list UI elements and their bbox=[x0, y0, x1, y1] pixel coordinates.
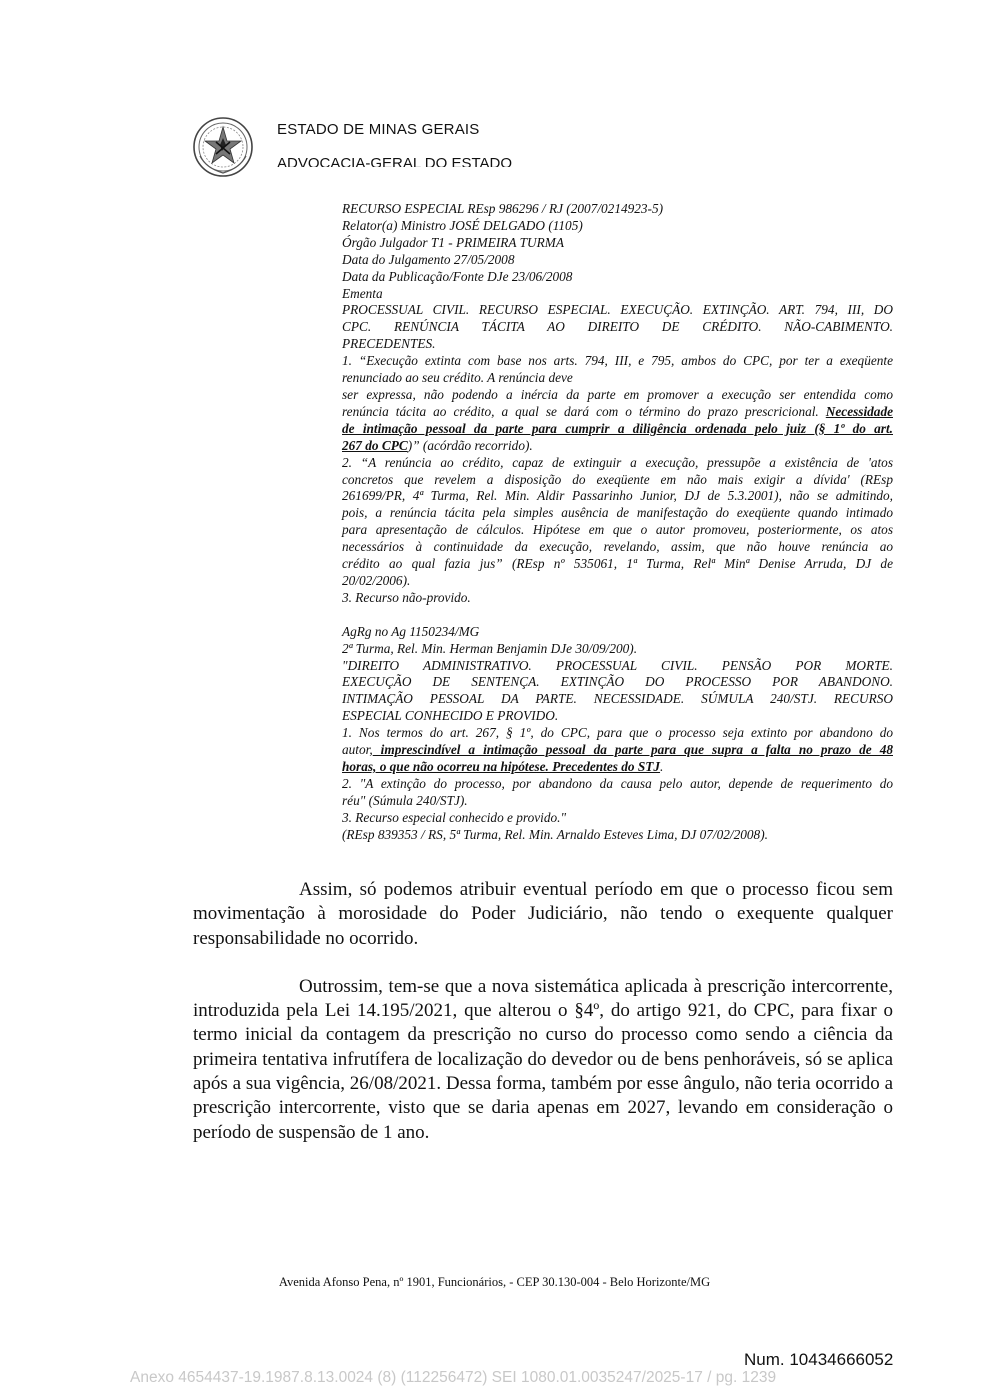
state-coat-of-arms-icon bbox=[192, 116, 254, 178]
paragraph: Outrossim, tem-se que a nova sistemática aplicada à prescrição intercorrente, introduzida pela Lei 14.195/2021, que alterou o §4º, do artigo 921, do CPC, para fixar o termo inicial da contagem da prescrição no curso do processo como sendo a ciência da primeira tentativa infrutífera de localização do devedor ou de bens penhoráveis, só se aplica após a sua vigência, 26/08/2021. Dessa forma, também por esse ângulo, não teria ocorrido a prescrição intercorrente, visto que se daria apenas em 2027, levando em consideração o período de suspensão de 1 ano. bbox=[193, 975, 893, 1143]
agency-name: ADVOCACIA-GERAL DO ESTADO bbox=[277, 155, 513, 167]
quote-line: 3. Recurso especial conhecido e provido." bbox=[342, 809, 567, 825]
quote-line: 2. “A renúncia ao crédito, capaz de extinguir a execução, pressupõe a existência de 'atos bbox=[342, 454, 893, 470]
quote-line: 261699/PR, 4ª Turma, Rel. Min. Aldir Passarinho Junior, DJ de 5.3.2001), não se admitindo, bbox=[342, 488, 893, 504]
quote-line: Data do Julgamento 27/05/2008 bbox=[342, 251, 515, 267]
quote-line: 1. “Execução extinta com base nos arts. 794, III, e 795, ambos do CPC, por ter a exeqüente bbox=[342, 353, 893, 369]
quote-line: 2. "A extinção do processo, por abandono da causa pelo autor, depende de requerimento do bbox=[342, 775, 893, 791]
quote-line: pois, a renúncia tácita pela simples ausência de manifestação do exeqüente quando intimado bbox=[342, 505, 893, 521]
quote-line: PROCESSUAL CIVIL. RECURSO ESPECIAL. EXECUÇÃO. EXTINÇÃO. ART. 794, III, DO bbox=[342, 302, 893, 318]
quote-text: autor, bbox=[342, 742, 373, 758]
quote-line: Relator(a) Ministro JOSÉ DELGADO (1105) bbox=[342, 217, 583, 233]
quote-text: . bbox=[660, 759, 664, 774]
quote-line: 3. Recurso não-provido. bbox=[342, 589, 471, 605]
quote-emphasis: imprescindível a intimação pessoal da parte para que supra a falta no prazo de 48 bbox=[372, 742, 893, 758]
quote-line: necessários à continuidade da execução, revelando, assim, que não houve renúncia ao bbox=[342, 539, 893, 555]
quote-line: CPC. RENÚNCIA TÁCITA AO DIREITO DE CRÉDITO. NÃO-CABIMENTO. bbox=[342, 319, 893, 335]
quote-line: RECURSO ESPECIAL REsp 986296 / RJ (2007/0214923-5) bbox=[342, 201, 664, 216]
quote-line: Data da Publicação/Fonte DJe 23/06/2008 bbox=[342, 268, 573, 284]
quote-text: renúncia tácita ao crédito, a qual se dará com o término do prazo prescricional. bbox=[342, 403, 826, 419]
quote-emphasis: 267 do CPC bbox=[342, 437, 408, 453]
quote-emphasis-line: de intimação pessoal da parte para cumprir a diligência ordenada pelo juiz (§ 1º do art. bbox=[342, 420, 893, 436]
quote-line: ESPECIAL CONHECIDO E PROVIDO. bbox=[342, 708, 559, 724]
quote-line: concretos que revelem a disposição do exeqüente em não mais exigir a dívida' (REsp bbox=[342, 471, 893, 487]
quote-emphasis: Necessidade bbox=[825, 403, 893, 419]
paragraph: Assim, só podemos atribuir eventual período em que o processo ficou sem movimentação à morosidade do Poder Judiciário, não tendo o exequente qualquer responsabilidade no ocorrido. bbox=[193, 879, 893, 949]
quote-line bbox=[342, 742, 893, 759]
quote-line: PRECEDENTES. bbox=[342, 336, 436, 352]
quote-text: )” (acórdão recorrido). bbox=[407, 437, 533, 453]
case-law-citation-block bbox=[342, 201, 893, 844]
quote-emphasis: horas, o que não ocorreu na hipótese. Precedentes do STJ bbox=[342, 759, 661, 774]
annex-stamp: Anexo 4654437-19.1987.8.13.0024 (8) (112256472) SEI 1080.01.0035247/2025-17 / pg. 1239 bbox=[130, 1369, 777, 1386]
main-text bbox=[193, 878, 893, 1145]
quote-line: EXECUÇÃO DE SENTENÇA. EXTINÇÃO DO PROCESSO POR ABANDONO. bbox=[342, 674, 893, 690]
quote-line: ser expressa, não podendo a inércia da parte em promover a execução ser entendida como bbox=[342, 386, 893, 402]
quote-line: Ementa bbox=[342, 285, 383, 301]
quote-line bbox=[342, 404, 893, 421]
quote-line: Órgão Julgador T1 - PRIMEIRA TURMA bbox=[342, 234, 564, 250]
quote-line: crédito ao qual fazia jus” (REsp nº 535061, 1ª Turma, Relª Minª Denise Arruda, DJ de bbox=[342, 556, 893, 572]
quote-line: 20/02/2006). bbox=[342, 572, 411, 588]
spacer bbox=[342, 607, 893, 624]
footer-address: Avenida Afonso Pena, nº 1901, Funcionários, - CEP 30.130-004 - Belo Horizonte/MG bbox=[278, 1275, 711, 1289]
quote-line: réu" (Súmula 240/STJ). bbox=[342, 792, 468, 808]
quote-line: INTIMAÇÃO PESSOAL DA PARTE. NECESSIDADE. SÚMULA 240/STJ. RECURSO bbox=[342, 691, 893, 707]
quote-line: para apresentação de cálculos. Hipótese em que o autor promoveu, posteriormente, os atos bbox=[342, 522, 893, 538]
document-number: Num. 10434666052 bbox=[744, 1350, 894, 1369]
quote-line: renunciado ao seu crédito. A renúncia deve bbox=[342, 370, 573, 386]
quote-line: 1. Nos termos do art. 267, § 1º, do CPC, para que o processo seja extinto por abandono do bbox=[342, 725, 893, 741]
quote-line: (REsp 839353 / RS, 5ª Turma, Rel. Min. Arnaldo Esteves Lima, DJ 07/02/2008). bbox=[342, 826, 768, 842]
quote-line bbox=[342, 759, 893, 776]
quote-line: AgRg no Ag 1150234/MG bbox=[342, 623, 480, 639]
quote-line: "DIREITO ADMINISTRATIVO. PROCESSUAL CIVIL. PENSÃO POR MORTE. bbox=[342, 657, 893, 673]
state-name: ESTADO DE MINAS GERAIS bbox=[277, 121, 480, 138]
quote-line: 2ª Turma, Rel. Min. Herman Benjamin DJe 30/09/200). bbox=[342, 640, 638, 656]
agency-name-clip bbox=[277, 155, 577, 167]
quote-line bbox=[342, 438, 893, 455]
